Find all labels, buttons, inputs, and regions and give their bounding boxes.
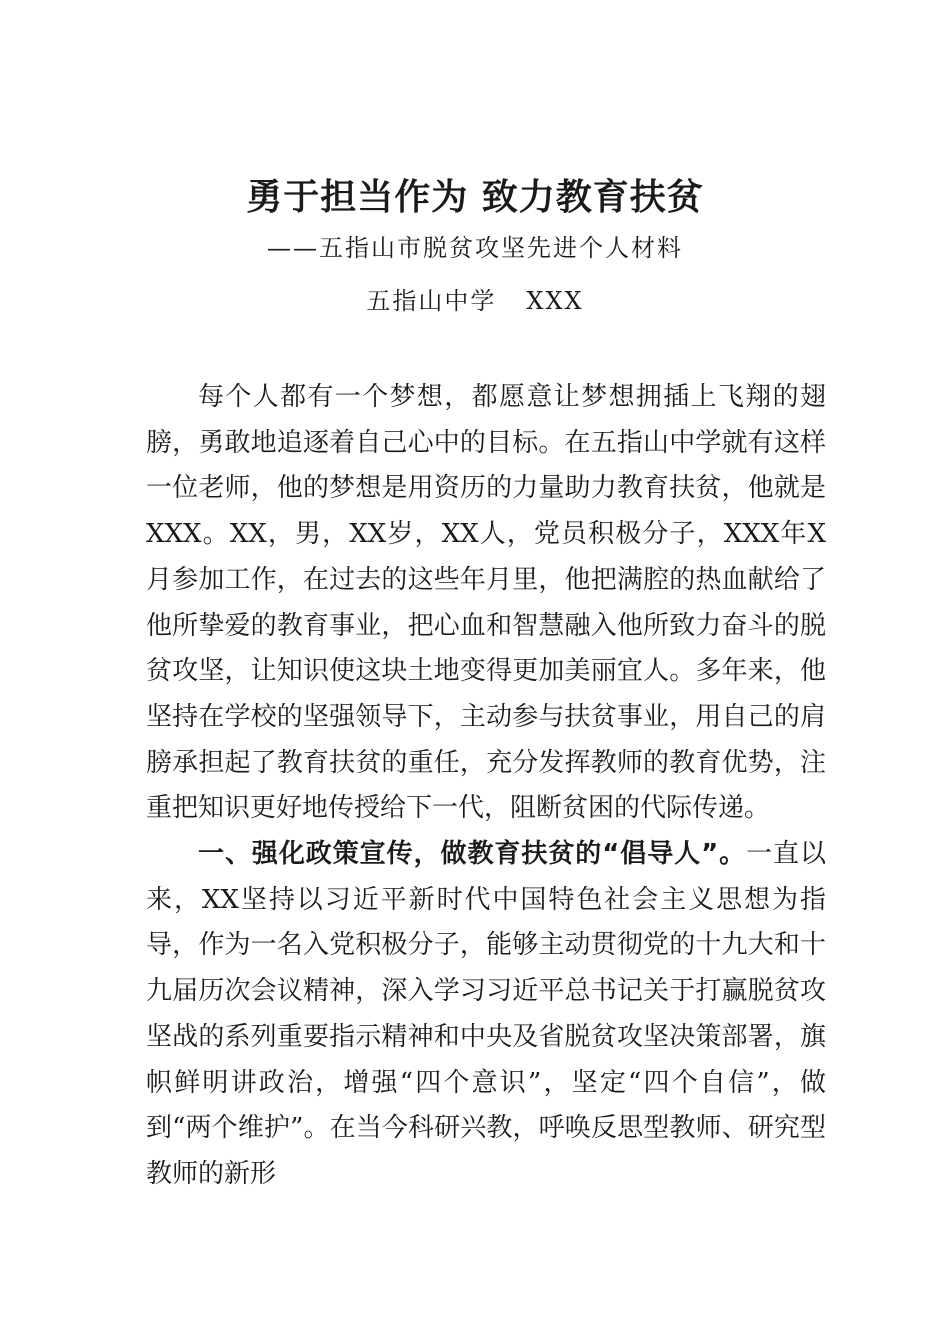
- author-name: XXX: [526, 287, 584, 315]
- document-subtitle: ——五指山市脱贫攻坚先进个人材料: [267, 234, 683, 262]
- paragraph-text: 一直以来，XX坚持以习近平新时代中国特色社会主义思想为指导，作为一名入党积极分子，能够主动贯彻党的十九大和十九届历次会议精神，深入学习习近平总书记关于打赢脱贫攻坚战的系列重要指示精神和中央及省脱贫攻坚决策部署，旗帜鲜明讲政治，增强“四个意识”，坚定“四个自信”，做到“两个维护”。在当今科研兴教，呼唤反思型教师、研究型教师的新形: [146, 839, 826, 1189]
- author-line: [0, 281, 950, 321]
- section-heading: 一、强化政策宣传，做教育扶贫的“倡导人”。: [198, 839, 747, 870]
- paragraph-section-one: [146, 832, 826, 1198]
- paragraph-text: 每个人都有一个梦想，都愿意让梦想拥插上飞翔的翅膀，勇敢地追逐着自己心中的目标。在五指山中学就有这样一位老师，他的梦想是用资历的力量助力教育扶贫，他就是XXX。XX，男，XX岁，XX人，党员积极分子，XXX年X月参加工作，在过去的这些年月里，他把满腔的热血献给了他所挚爱的教育事业，把心血和智慧融入他所致力奋斗的脱贫攻坚，让知识使这块土地变得更加美丽宜人。多年来，他坚持在学校的坚强领导下，主动参与扶贫事业，用自己的肩膀承担起了教育扶贫的重任，充分发挥教师的教育优势，注重把知识更好地传授给下一代，阻断贫困的代际传递。: [146, 382, 826, 824]
- document-body: [146, 375, 826, 1198]
- paragraph-intro: [146, 375, 826, 832]
- author-organization: 五指山中学: [366, 287, 497, 315]
- document-title: 勇于担当作为 致力教育扶贫: [246, 176, 704, 218]
